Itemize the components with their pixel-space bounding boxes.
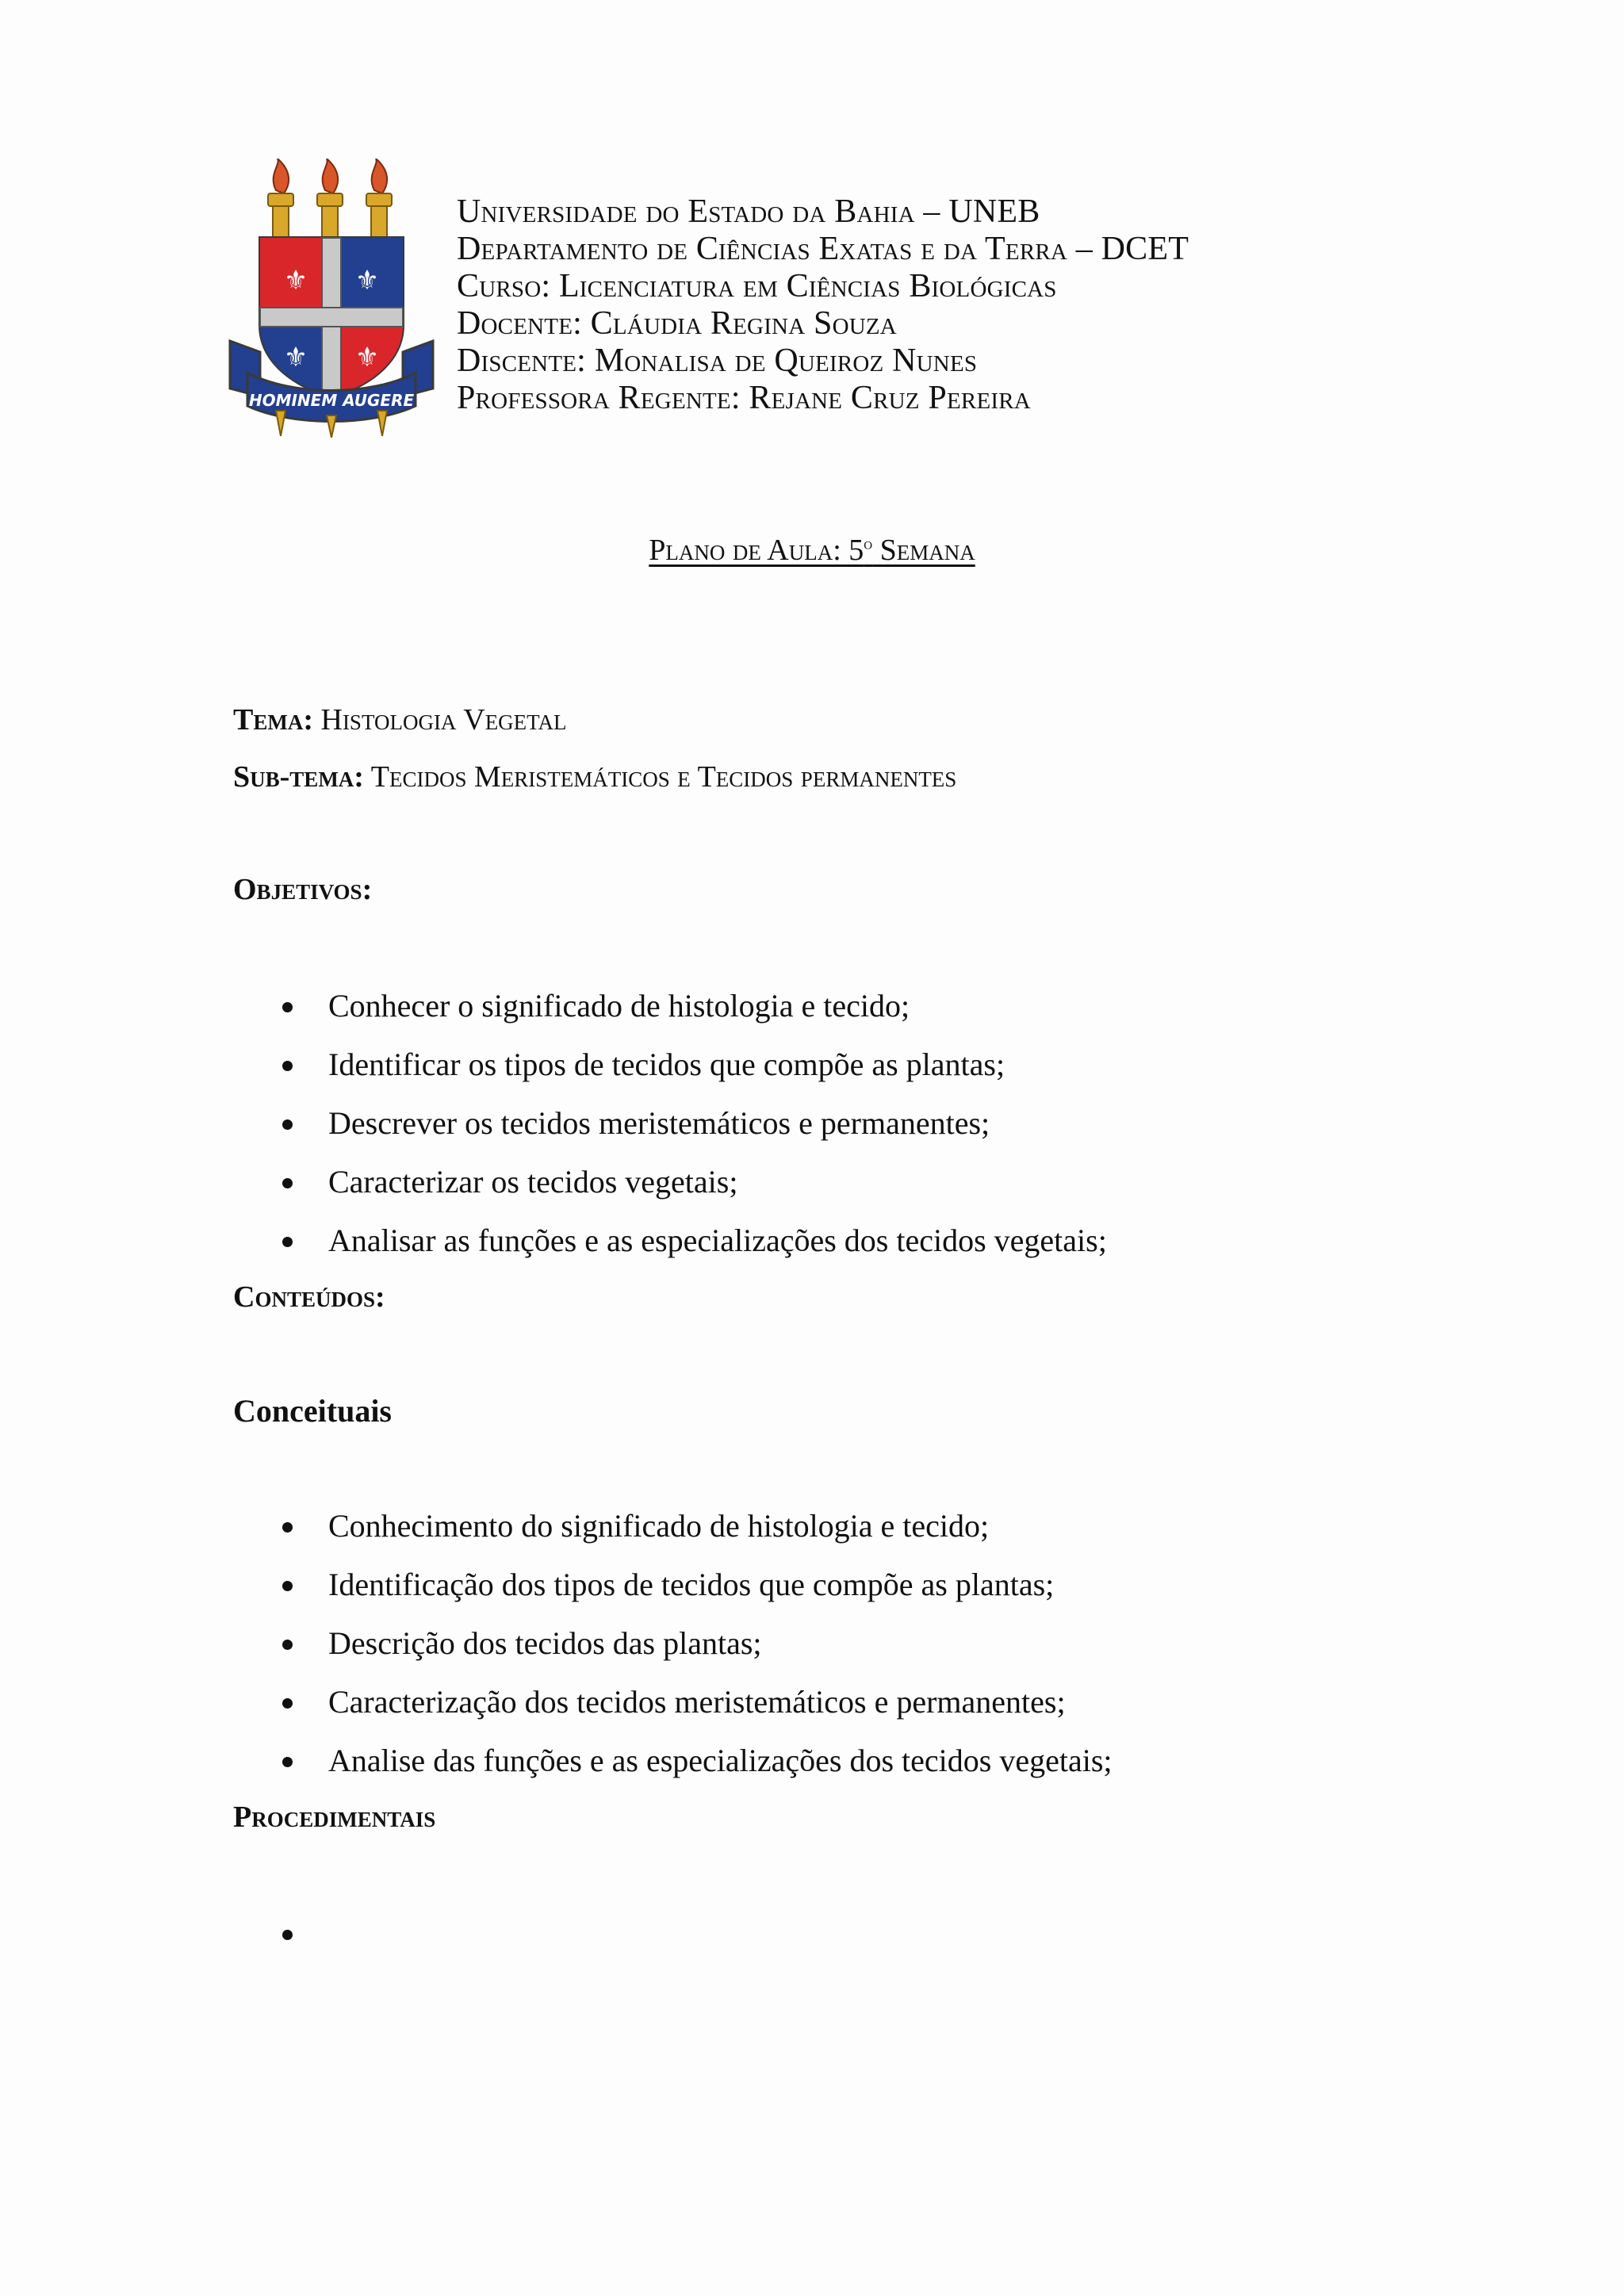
logo-motto: HOMINEM AUGERE (248, 391, 415, 410)
university-logo (228, 159, 435, 438)
list-item (233, 1732, 1113, 1790)
shield (260, 238, 403, 396)
list-item-text: Descrição dos tecidos das plantas; (328, 1625, 762, 1661)
list-item-text: Analise das funções e as especializações dos tecidos vegetais; (328, 1743, 1113, 1778)
list-item-text: Caracterização dos tecidos meristemáticos e permanentes; (328, 1684, 1066, 1720)
list-item-text: Identificação dos tipos de tecidos que compõe as plantas; (328, 1567, 1055, 1602)
torch-flames (274, 159, 387, 193)
header-university: Universidade do Estado da Bahia – UNEB (457, 193, 1040, 230)
list-item (233, 1614, 1113, 1673)
conteudos-heading: Conteúdos: (233, 1280, 385, 1314)
subtema-field (233, 760, 956, 794)
lesson-plan-title (0, 533, 1624, 568)
bullet-icon (282, 1178, 293, 1188)
list-item-text: Conhecimento do significado de histologia e tecido; (328, 1508, 990, 1544)
svg-text:⚜: ⚜ (283, 342, 308, 373)
bullet-icon (282, 1002, 293, 1012)
list-item-text: Identificar os tipos de tecidos que compõe as plantas; (328, 1047, 1005, 1082)
bullet-icon (282, 1581, 293, 1591)
list-item (233, 1556, 1113, 1614)
list-item (233, 1153, 1107, 1211)
objetivos-list (233, 977, 1107, 1270)
conceituais-heading: Conceituais (233, 1393, 392, 1429)
header-department: Departamento de Ciências Exatas e da Terra – DCET (457, 231, 1189, 267)
title-ordinal: o (864, 533, 873, 553)
list-item-text: Analisar as funções e as especializações dos tecidos vegetais; (328, 1223, 1107, 1258)
objetivos-heading: Objetivos: (233, 873, 373, 906)
list-item-text: Descrever os tecidos meristemáticos e permanentes; (328, 1105, 990, 1141)
header-discente: Discente: Monalisa de Queiroz Nunes (457, 342, 978, 379)
procedimentais-list (233, 1904, 328, 1963)
conceituais-list (233, 1497, 1113, 1790)
list-item (233, 1035, 1107, 1094)
bullet-icon (282, 1522, 293, 1533)
list-item (233, 1211, 1107, 1270)
procedimentais-heading: Procedimentais (233, 1800, 436, 1834)
tema-value: Histologia Vegetal (313, 703, 567, 737)
bullet-icon (282, 1061, 293, 1071)
torch-tops (268, 193, 392, 238)
list-item (233, 1497, 1113, 1556)
svg-text:⚜: ⚜ (354, 342, 380, 373)
bullet-icon (282, 1119, 293, 1130)
bullet-icon (282, 1640, 293, 1650)
tema-field (233, 702, 567, 737)
bullet-icon (282, 1930, 293, 1940)
header-professora: Professora Regente: Rejane Cruz Pereira (457, 380, 1031, 416)
bullet-icon (282, 1698, 293, 1709)
subtema-label: Sub-tema: (233, 760, 364, 794)
subtema-value: Tecidos Meristemáticos e Tecidos permanentes (363, 760, 957, 794)
list-item-text: Conhecer o significado de histologia e tecido; (328, 988, 910, 1024)
header-block (457, 193, 1189, 417)
title-prefix: Plano de Aula: 5 (649, 534, 864, 567)
bullet-icon (282, 1237, 293, 1247)
list-item-text: Caracterizar os tecidos vegetais; (328, 1164, 738, 1200)
header-docente: Docente: Cláudia Regina Souza (457, 305, 897, 342)
svg-text:⚜: ⚜ (354, 265, 380, 297)
list-item (233, 1904, 328, 1963)
svg-text:⚜: ⚜ (283, 265, 308, 297)
list-item (233, 977, 1107, 1035)
list-item (233, 1673, 1113, 1732)
header-course: Curso: Licenciatura em Ciências Biológicas (457, 268, 1057, 304)
list-item (233, 1094, 1107, 1153)
bullet-icon (282, 1757, 293, 1767)
title-suffix: Semana (872, 534, 975, 567)
tema-label: Tema: (233, 703, 313, 737)
